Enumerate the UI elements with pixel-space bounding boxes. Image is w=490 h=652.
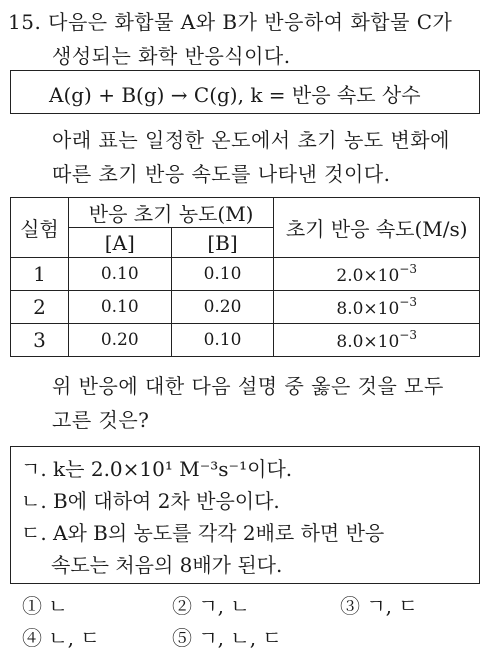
option-3[interactable] <box>340 590 418 619</box>
intro-line-2: 따른 초기 반응 속도를 나타낸 것이다. <box>52 162 391 186</box>
cell-a: 0.20 <box>68 324 171 357</box>
statements-box <box>10 446 480 584</box>
reaction-equation: A(g) + B(g) → C(g), k = 반응 속도 상수 <box>49 83 421 107</box>
statement-label: ㄱ. <box>21 457 47 481</box>
statement-item <box>21 485 280 514</box>
cell-b: 0.10 <box>171 324 274 357</box>
statement-label: ㄷ. <box>21 521 47 545</box>
statement-text: k는 2.0×10¹ M⁻³s⁻¹이다. <box>53 457 293 481</box>
cell-rate <box>274 258 480 291</box>
statement-text: B에 대하여 2차 반응이다. <box>53 489 280 513</box>
option-1[interactable] <box>22 590 68 619</box>
option-text: ㄴ <box>48 594 68 618</box>
table-row <box>11 258 480 291</box>
rate-exponent: −3 <box>399 262 417 276</box>
statement-item <box>21 453 292 482</box>
table-row <box>11 291 480 324</box>
option-text: ㄱ, ㄷ <box>366 594 418 618</box>
question-stem-line-1 <box>8 6 452 35</box>
option-mark: ⑤ <box>172 626 192 650</box>
option-mark: ④ <box>22 626 42 650</box>
option-2[interactable] <box>172 590 250 619</box>
header-concentration-a: [A] <box>68 228 171 258</box>
cell-rate <box>274 324 480 357</box>
question-number: 15. <box>8 10 42 34</box>
option-5[interactable] <box>172 622 282 651</box>
cell-experiment: 1 <box>11 258 69 291</box>
option-mark: ③ <box>340 594 360 618</box>
cell-experiment: 2 <box>11 291 69 324</box>
header-concentration-b: [B] <box>171 228 274 258</box>
header-initial-rate: 초기 반응 속도(M/s) <box>274 198 480 258</box>
table-row <box>11 324 480 357</box>
intro-line-1: 아래 표는 일정한 온도에서 초기 농도 변화에 <box>52 128 450 152</box>
option-text: ㄱ, ㄴ, ㄷ <box>198 626 282 650</box>
rate-base: 8.0×10 <box>336 332 400 352</box>
statement-continuation: 속도는 처음의 8배가 된다. <box>51 553 283 577</box>
option-text: ㄴ, ㄷ <box>48 626 100 650</box>
cell-b: 0.20 <box>171 291 274 324</box>
statement-text: A와 B의 농도를 각각 2배로 하면 반응 <box>53 521 385 545</box>
option-4[interactable] <box>22 622 100 651</box>
rate-base: 8.0×10 <box>336 299 400 319</box>
header-experiment: 실험 <box>11 198 69 258</box>
option-text: ㄱ, ㄴ <box>198 594 250 618</box>
option-mark: ① <box>22 594 42 618</box>
header-initial-concentration: 반응 초기 농도(M) <box>68 198 274 228</box>
cell-b: 0.10 <box>171 258 274 291</box>
cell-experiment: 3 <box>11 324 69 357</box>
rate-exponent: −3 <box>399 328 417 342</box>
statement-label: ㄴ. <box>21 489 47 513</box>
option-mark: ② <box>172 594 192 618</box>
question-stem-text-1: 다음은 화합물 A와 B가 반응하여 화합물 C가 <box>48 10 453 34</box>
prompt-line-1: 위 반응에 대한 다음 설명 중 옳은 것을 모두 <box>52 374 444 398</box>
rate-data-table <box>10 197 480 357</box>
rate-base: 2.0×10 <box>336 266 400 286</box>
cell-a: 0.10 <box>68 291 171 324</box>
cell-a: 0.10 <box>68 258 171 291</box>
question-stem-line-2: 생성되는 화학 반응식이다. <box>52 44 291 68</box>
rate-exponent: −3 <box>399 295 417 309</box>
cell-rate <box>274 291 480 324</box>
equation-box <box>10 70 480 114</box>
prompt-line-2: 고른 것은? <box>52 408 150 432</box>
statement-item <box>21 517 384 546</box>
